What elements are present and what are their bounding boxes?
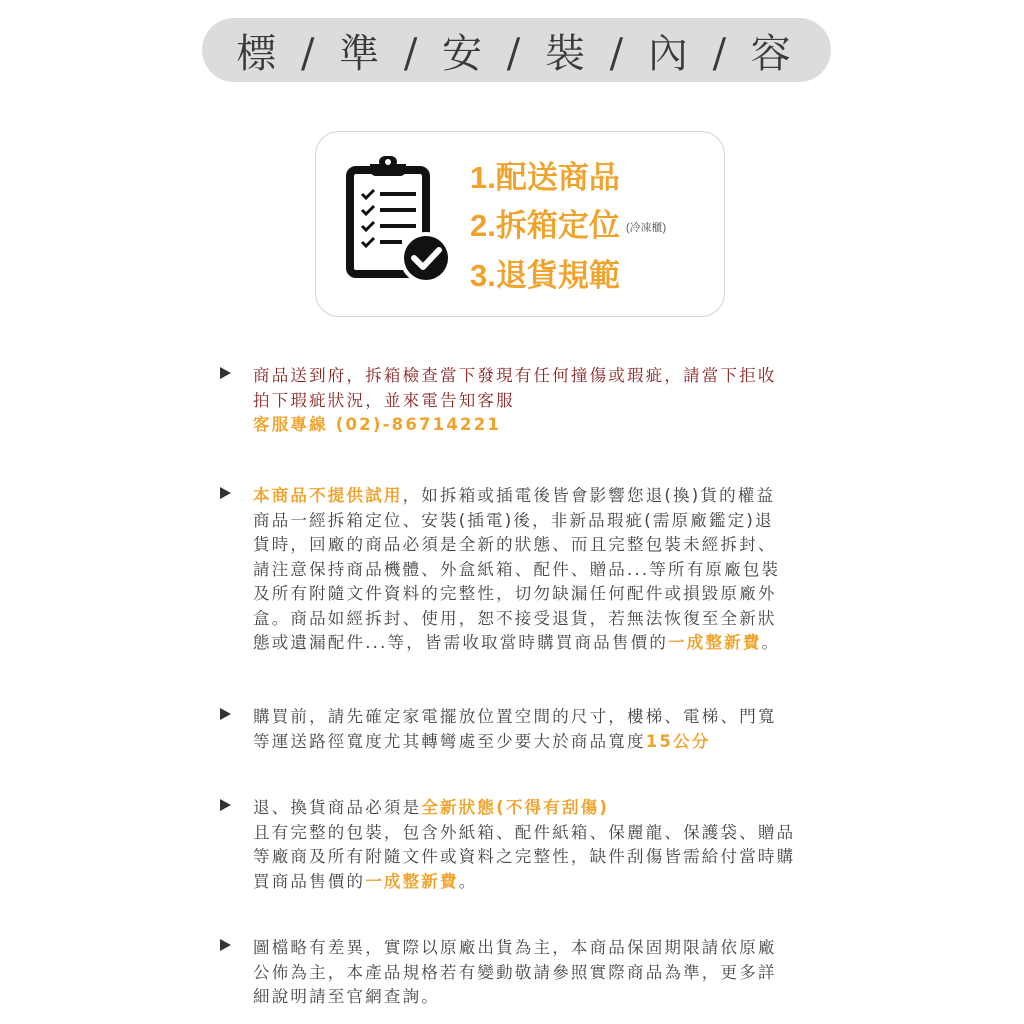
disclaimer-line1: 圖檔略有差異，實際以原廠出貨為主，本商品保固期限請依原廠 bbox=[253, 938, 777, 957]
play-triangle-icon bbox=[220, 487, 231, 499]
no-trial-line2: 商品一經拆箱定位、安裝(插電)後，非新品瑕疵(需原廠鑑定)退 bbox=[253, 510, 774, 530]
notice-return-condition bbox=[220, 796, 840, 894]
notice-measure-space bbox=[220, 705, 840, 754]
no-trial-highlight: 本商品不提供試用 bbox=[253, 486, 403, 505]
step-deliver: 1.配送商品 bbox=[470, 160, 620, 195]
notice-no-trial bbox=[220, 484, 840, 656]
return-line4-end: 。 bbox=[458, 871, 478, 891]
no-trial-line5: 及所有附隨文件資料的完整性，切勿缺漏任何配件或損毀原廠外 bbox=[253, 584, 777, 603]
no-trial-line1: ，如拆箱或插電後皆會影響您退(換)貨的權益 bbox=[402, 486, 776, 505]
return-line1: 退、換貨商品必須是 bbox=[253, 798, 422, 817]
notice-disclaimer bbox=[220, 936, 840, 1010]
customer-service-hotline: 客服專線 (02)-86714221 bbox=[253, 415, 502, 434]
notice-inspection bbox=[220, 364, 840, 438]
install-steps-card bbox=[315, 131, 725, 317]
return-line3: 等廠商及所有附隨文件或資料之完整性，缺件刮傷皆需給付當時購 bbox=[253, 847, 796, 866]
return-line4: 買商品售價的 bbox=[253, 871, 366, 891]
notice-inspection-line2: 拍下瑕疵狀況，並來電告知客服 bbox=[253, 390, 515, 410]
play-triangle-icon bbox=[220, 939, 231, 951]
no-trial-line7-end: 。 bbox=[761, 633, 781, 652]
clipboard-check-icon bbox=[346, 156, 454, 286]
step-unpack-label: 2.拆箱定位 bbox=[470, 208, 620, 243]
play-triangle-icon bbox=[220, 367, 231, 379]
step-unpack bbox=[470, 202, 666, 252]
clearance-highlight: 15公分 bbox=[645, 731, 711, 751]
new-condition-highlight: 全新狀態(不得有刮傷) bbox=[421, 798, 610, 817]
step-unpack-note: (冷凍櫃) bbox=[625, 221, 667, 234]
steps-list bbox=[470, 154, 666, 300]
no-trial-line4: 請注意保持商品機體、外盒紙箱、配件、贈品...等所有原廠包裝 bbox=[253, 559, 781, 579]
play-triangle-icon bbox=[220, 799, 231, 811]
return-line2: 且有完整的包裝，包含外紙箱、配件紙箱、保麗龍、保護袋、贈品 bbox=[253, 822, 796, 842]
notice-inspection-line1: 商品送到府，拆箱檢查當下發現有任何撞傷或瑕疵，請當下拒收 bbox=[253, 366, 777, 385]
page-title: 標 / 準 / 安 / 裝 / 內 / 容 bbox=[236, 30, 797, 77]
play-triangle-icon bbox=[220, 708, 231, 720]
measure-line2: 等運送路徑寬度尤其轉彎處至少要大於商品寬度 bbox=[253, 731, 646, 751]
disclaimer-line2: 公佈為主，本產品規格若有變動敬請參照實際商品為準，更多詳 bbox=[253, 962, 777, 982]
title-banner bbox=[202, 18, 831, 82]
disclaimer-line3: 細說明請至官網查詢。 bbox=[253, 987, 440, 1006]
no-trial-line6: 盒。商品如經拆封、使用，恕不接受退貨，若無法恢復至全新狀 bbox=[253, 608, 777, 628]
step-return: 3.退貨規範 bbox=[470, 257, 620, 293]
refurbish-fee-highlight: 一成整新費 bbox=[668, 633, 762, 652]
no-trial-line3: 貨時，回廠的商品必須是全新的狀態、而且完整包裝未經拆封、 bbox=[253, 535, 777, 554]
measure-line1: 購買前，請先確定家電擺放位置空間的尺寸，樓梯、電梯、門寬 bbox=[253, 707, 777, 726]
refurbish-fee-highlight-2: 一成整新費 bbox=[365, 871, 459, 891]
no-trial-line7: 態或遺漏配件...等，皆需收取當時購買商品售價的 bbox=[253, 633, 669, 652]
